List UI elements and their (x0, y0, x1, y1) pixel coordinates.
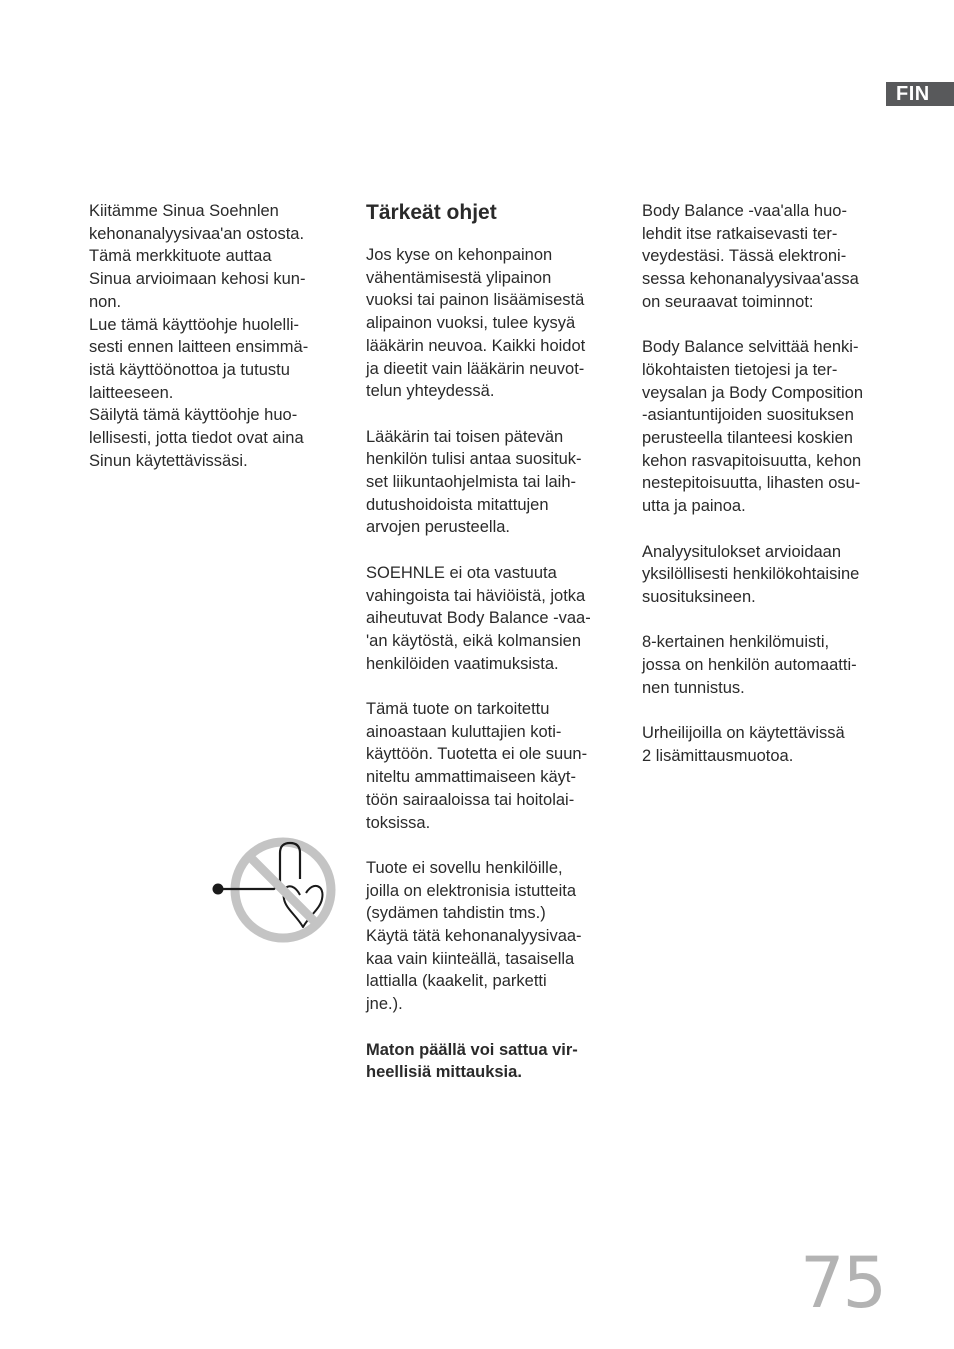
paragraph: Body Balance selvittää henki- lökohtaisten tietojesi ja ter- veysalan ja Body Composition -asiantuntijoiden suosituksen perusteella tilanteesi koskien kehon rasvapitoisuutta, kehon nestepitoisuutta, lihasten osu- utta ja painoa. (642, 338, 864, 516)
language-tab: FIN (886, 82, 954, 106)
paragraph: 8-kertainen henkilömuisti, jossa on henkilön automaatti- nen tunnistus. (642, 633, 857, 697)
intro-paragraph: Kiitämme Sinua Soehnlen kehonanalyysivaa'an ostosta. Tämä merkkituote auttaa Sinua arvioimaan kehosi kun- non. Lue tämä käyttöohje huolelli- sesti ennen laitteen ensimmä- istä käyttöönottoa ja tutustu laitteeseen. Säilytä tämä käyttöohje huo- lellisesti, jotta tiedot ovat aina Sinun käytettävissäsi. (89, 202, 309, 470)
no-pacemaker-icon (208, 835, 340, 947)
paragraph: Tuote ei sovellu henkilöille, joilla on elektronisia istutteita (sydämen tahdistin tms.) Käytä tätä kehonanalyysivaa- kaa vain kiinteällä, tasaisella lattialla (kaakelit, parketti jne.). (366, 858, 582, 1014)
paragraph: Body Balance -vaa'alla huo- lehdit itse ratkaisevasti ter- veydestäsi. Tässä elektroni- sessa kehonanalyysivaa'assa on seuraavat toiminnot: (642, 202, 859, 311)
paragraph: SOEHNLE ei ota vastuuta vahingoista tai häviöistä, jotka aiheutuvat Body Balance -vaa- 'an käytöstä, eikä kolmansien henkilöiden vaatimuksista. (366, 563, 591, 673)
features-column (642, 200, 892, 768)
paragraph: Lääkärin tai toisen pätevän henkilön tulisi antaa suosituk- set liikuntaohjelmista tai laih- dutushoidoista mitattujen arvojen perusteella. (366, 427, 582, 537)
paragraph: Jos kyse on kehonpainon vähentämisestä ylipainon vuoksi tai painon lisäämisestä alipainon vuoksi, tulee kysyä lääkärin neuvoa. Kaikki hoidot ja dieetit vain lääkärin neuvot- telun yhteydessä. (366, 246, 586, 401)
carpet-warning: Maton päällä voi sattua vir- heellisiä mittauksia. (366, 1040, 578, 1082)
page-number: 75 (800, 1242, 886, 1324)
section-heading: Tärkeät ohjet (366, 201, 497, 224)
paragraph: Tämä tuote on tarkoitettu ainoastaan kuluttajien koti- käyttöön. Tuotetta ei ole suun- niteltu ammattimaiseen käyt- töön sairaaloissa tai hoitolai- toksissa. (366, 700, 588, 832)
paragraph: Urheilijoilla on käytettävissä 2 lisämittausmuotoa. (642, 724, 845, 765)
pacemaker-electrode (213, 884, 224, 895)
paragraph: Analyysitulokset arvioidaan yksilöllisesti henkilökohtaisine suosituksineen. (642, 542, 860, 606)
intro-column (89, 200, 339, 472)
important-instructions-column (366, 200, 616, 1084)
